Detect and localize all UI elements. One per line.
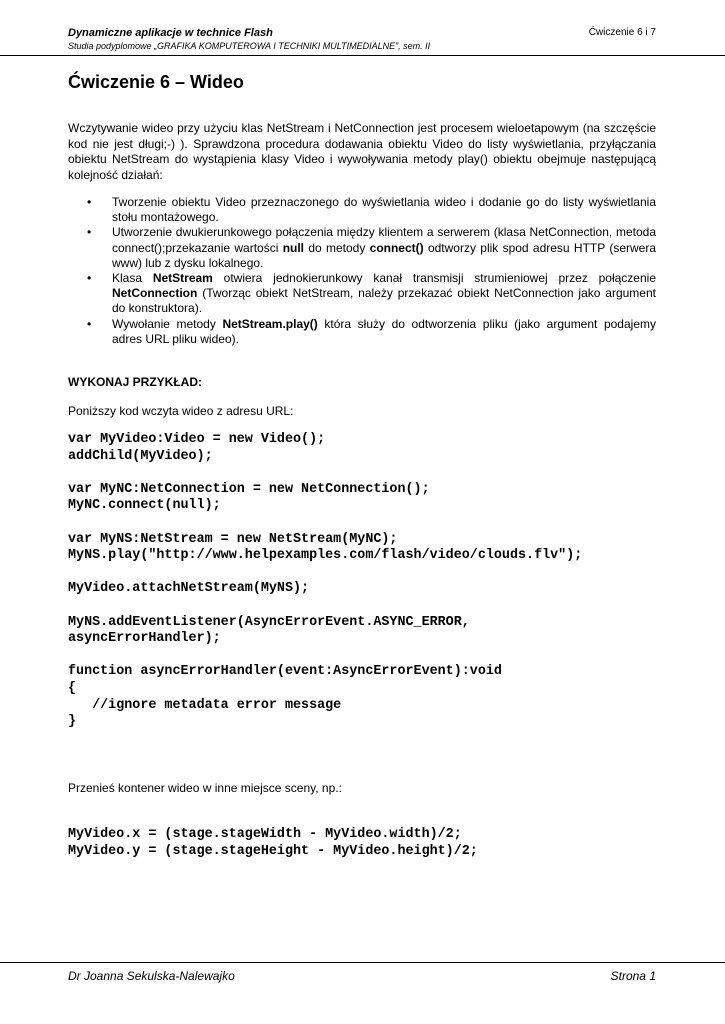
code-block-video: var MyVideo:Video = new Video(); addChild(MyVideo); var MyNC:NetConnection = new NetConnection(); MyNC.connect(null); var MyNS:NetStream = new NetStream(MyNC); MyNS.play("http://www.helpexamples.com/flash/video/clouds.flv"); MyVideo.attachNetStream(MyNS); MyNS.addEventListener(AsyncErrorEvent.ASYNC_ERROR, asyncErrorHandler); function asyncErrorHandler(event:AsyncErrorEvent):void { //ignore metadata error message } [68,432,583,730]
step-item [68,195,656,225]
step-text: (Tworząc obiekt NetStream, należy przekazać obiekt NetConnection jako argument do konstruktora). [112,286,656,316]
step-text: Klasa [112,271,153,286]
code-block-position: MyVideo.x = (stage.stageWidth - MyVideo.width)/2; MyVideo.y = (stage.stageHeight - MyVideo.height)/2; [68,827,478,859]
step-item [68,225,656,271]
page-footer [68,968,656,984]
course-title: Dynamiczne aplikacje w technice Flash [68,27,273,39]
step-text: Tworzenie obiektu Video przeznaczonego do wyświetlania wideo i dodanie go do listy wyświetlania stołu montażowego. [112,195,656,225]
step-text: która służy do odtworzenia pliku (jako argument podajemy adres URL pliku wideo). [112,316,656,346]
studies-subtitle: Studia podyplomowe „GRAFIKA KOMPUTEROWA I TECHNIKI MULTIMEDIALNE”, sem. II [68,41,431,51]
intro-paragraph: Wczytywanie wideo przy użyciu klas NetStream i NetConnection jest procesem wieloetapowym (na szczęście kod nie jest długi;-) ). Sprawdzona procedura dodawania obiektu Video do listy wyświetlania, przyłączania obiektu NetStream do wystąpienia klasy Video i wywoływania metody play() obiektu obejmuje następującą kolejność działań: [68,121,656,182]
step-keyword: connect() [369,240,424,255]
exercise-number: Ćwiczenie 6 i 7 [588,27,656,38]
step-keyword: NetStream.play() [222,316,318,331]
step-keyword: NetStream [152,271,213,286]
step-text: Utworzenie dwukierunkowego połączenia między klientem a serwerem (klasa NetConnection, metoda connect();przekazanie wartości [112,225,656,255]
example-heading: WYKONAJ PRZYKŁAD: [68,375,202,389]
page-title: Ćwiczenie 6 – Wideo [68,72,244,92]
step-item [68,317,656,347]
step-text: otwiera jednokierunkowy kanał transmisji strumieniowej przez połączenie [212,271,656,286]
example-intro: Poniższy kod wczyta wideo z adresu URL: [68,404,294,418]
step-keyword: null [282,240,305,255]
footer-divider [0,962,725,963]
page-header [68,26,656,52]
step-text: odtworzy plik spod adresu HTTP (serwera www) lub z dysku lokalnego. [112,240,656,270]
header-divider [0,55,725,56]
step-text: Wywołanie metody [112,316,223,331]
step-item [68,271,656,317]
steps-list [68,195,656,347]
move-instruction: Przenieś kontener wideo w inne miejsce sceny, np.: [68,781,342,795]
step-text: do metody [304,240,370,255]
author-name: Dr Joanna Sekulska-Nalewajko [68,969,235,983]
page-number: Strona 1 [610,969,656,983]
step-keyword: NetConnection [112,286,198,301]
